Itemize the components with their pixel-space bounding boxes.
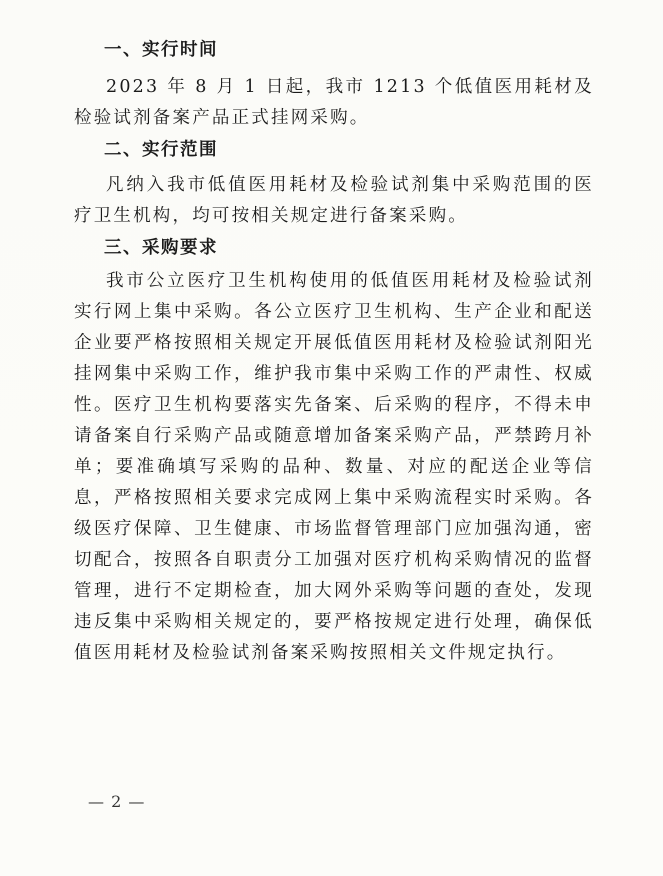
section-body-procurement-requirements: 我市公立医疗卫生机构使用的低值医用耗材及检验试剂实行网上集中采购。各公立医疗卫生机构、生产企业和配送企业要严格按照相关规定开展低值医用耗材及检验试剂阳光挂网集中采购工作，维护我市集中采购工作的严肃性、权威性。医疗卫生机构要落实先备案、后采购的程序，不得未申请备案自行采购产品或随意增加备案采购产品，严禁跨月补单；要准确填写采购的品种、数量、对应的配送企业等信息，严格按照相关要求完成网上集中采购流程实时采购。各级医疗保障、卫生健康、市场监督管理部门应加强沟通，密切配合，按照各自职责分工加强对医疗机构采购情况的监督管理，进行不定期检查，加大网外采购等问题的查处，发现违反集中采购相关规定的，要严格按规定进行处理，确保低值医用耗材及检验试剂备案采购按照相关文件规定执行。 <box>74 271 594 663</box>
section-body-scope: 凡纳入我市低值医用耗材及检验试剂集中采购范围的医疗卫生机构，均可按相关规定进行备案采购。 <box>74 175 594 226</box>
section-body-implementation-time: 2023 年 8 月 1 日起，我市 1213 个低值医用耗材及检验试剂备案产品正式挂网采购。 <box>74 77 594 128</box>
section-heading-implementation-time: 一、实行时间 <box>104 40 218 60</box>
section-heading-scope: 二、实行范围 <box>104 140 218 160</box>
section-heading-procurement-requirements: 三、采购要求 <box>104 238 218 258</box>
page-number: — 2 — <box>88 792 146 811</box>
document-body <box>74 36 594 669</box>
